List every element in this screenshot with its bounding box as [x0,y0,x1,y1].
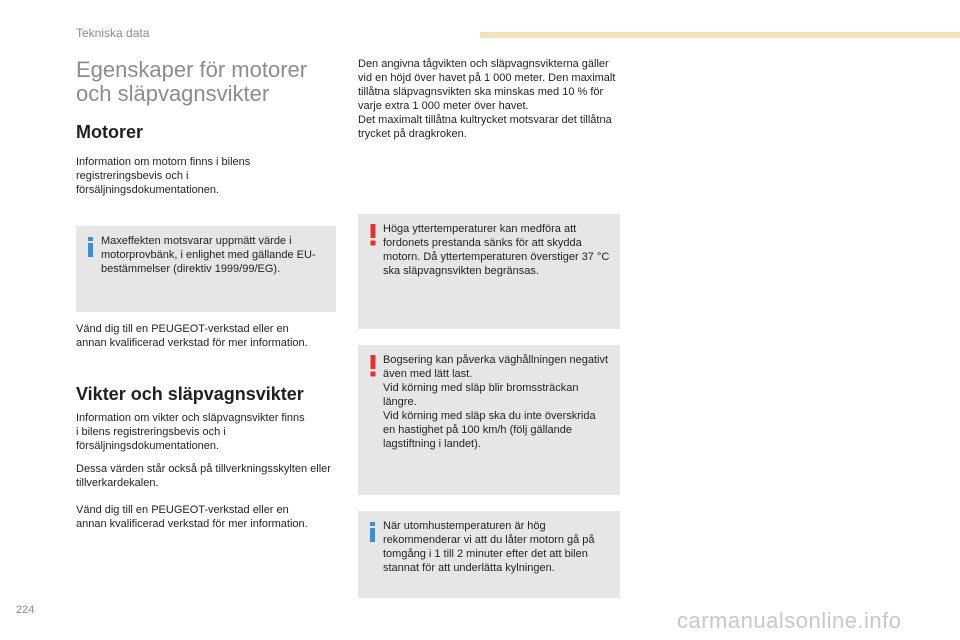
page-title: Egenskaper för motorer och släpvagnsvikter [76,57,308,106]
vikter-heading: Vikter och släpvagnsvikter [76,384,304,404]
watermark: carmanualsonline.info [677,608,902,633]
warning-box-towing-text: Bogsering kan påverka väghållningen negativt även med lätt last. Vid körning med släp blir bromssträckan längre. Vid körning med släp ska du inte överskrida en hastighet på 100 km/h (följ gällande lagstiftning i landet). [383,354,609,450]
warning-box-temperature [358,214,620,329]
section-label: Tekniska data [76,26,150,40]
info-icon [366,521,380,543]
info-box-cooling [358,511,620,598]
vikter-text-1: Information om vikter och släpvagnsvikter finns i bilens registreringsbevis och i försäljningsdokumentationen. [76,412,305,452]
warning-icon [366,224,380,246]
page-number: 224 [16,604,35,616]
info-icon [84,236,98,258]
contact-text-1: Vänd dig till en PEUGEOT-verkstad eller en annan kvalificerad verkstad för mer information. [76,323,308,349]
vikter-text-2: Dessa värden står också på tillverkningsskylten eller tillverkardekalen. [76,463,331,489]
warning-icon [366,355,380,377]
right-intro-text: Den angivna tågvikten och släpvagnsvikterna gäller vid en höjd över havet på 1 000 meter. Den maximalt tillåtna släpvagnsvikten ska minskas med 10 % för varje extra 1 000 meter över havet. Det maximalt tillåtna kultrycket motsvarar det tillåtna trycket på dragkroken. [358,58,616,140]
info-box-cooling-text: När utomhustemperaturen är hög rekommenderar vi att du låter motorn gå på tomgång i 1 till 2 minuter efter det att bilen stannat för att underlätta kylningen. [383,520,595,574]
contact-text-2: Vänd dig till en PEUGEOT-verkstad eller en annan kvalificerad verkstad för mer information. [76,504,308,530]
header-accent-bar [480,32,960,38]
motorer-text: Information om motorn finns i bilens registreringsbevis och i försäljningsdokumentationen. [76,156,251,196]
warning-box-towing [358,345,620,495]
motorer-heading: Motorer [76,122,143,142]
warning-box-temperature-text: Höga yttertemperaturer kan medföra att fordonets prestanda sänks för att skydda motorn. Då yttertemperaturen överstiger 37 °C ska släpvagnsvikten begränsas. [383,223,610,277]
info-box-max-effect-text: Maxeffekten motsvarar uppmätt värde i motorprovbänk, i enlighet med gällande EU-bestämmelser (direktiv 1999/99/EG). [101,235,316,275]
info-box-max-effect [76,226,336,312]
